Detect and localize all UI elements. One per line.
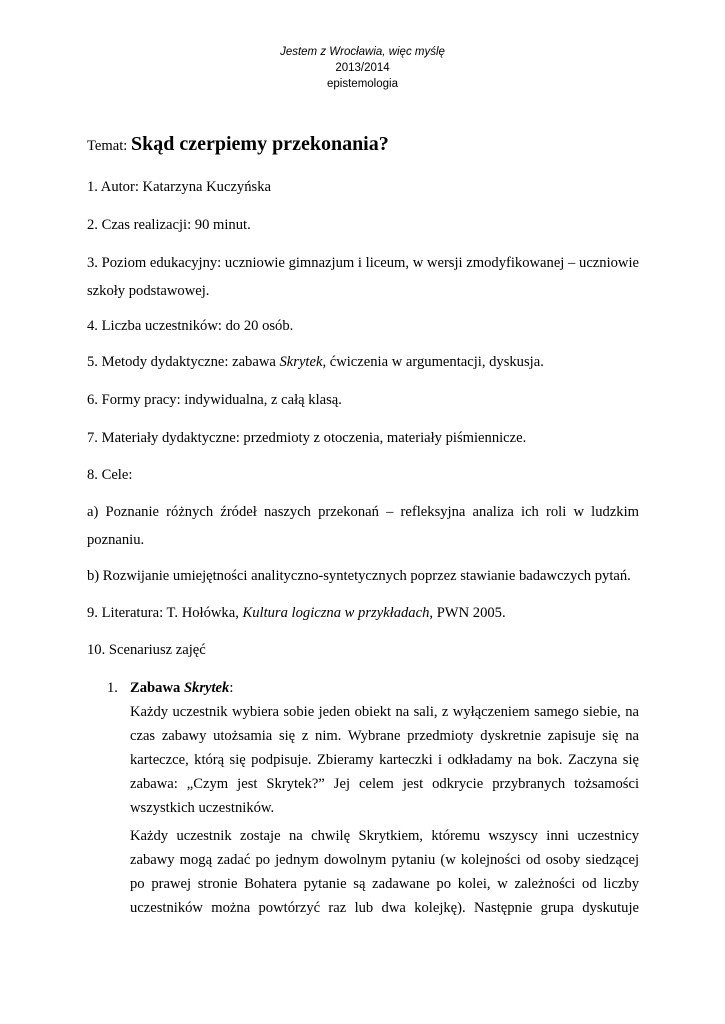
item-time: 2. Czas realizacji: 90 minut.: [87, 217, 251, 233]
exercise-paragraph-1: [130, 700, 639, 820]
topic-label: Temat:: [87, 138, 128, 154]
exercise-number: 1.: [107, 680, 118, 696]
item-materials: 7. Materiały dydaktyczne: przedmioty z otoczenia, materiały piśmiennicze.: [87, 430, 527, 446]
goal-a-line2: poznaniu.: [87, 532, 145, 548]
header-year: 2013/2014: [335, 62, 390, 74]
exercise-title-bold: Zabawa: [130, 680, 184, 696]
item-author: 1. Autor: Katarzyna Kuczyńska: [87, 179, 271, 195]
item-methods: [87, 353, 639, 372]
paragraph-line: zabawy mogą zadać po jednym dowolnym pytaniu (w kolejności od osoby siedzącej: [130, 852, 639, 868]
methods-game-name: Skrytek: [279, 354, 323, 370]
exercise-title-game: Skrytek: [183, 680, 230, 696]
header-project: Jestem z Wrocławia, więc myślę: [280, 46, 445, 58]
literature-title: Kultura logiczna w przykładach: [242, 605, 430, 621]
page-header: [0, 44, 725, 92]
goal-b: b) Rozwijanie umiejętności analityczno-syntetycznych poprzez stawianie badawczych pytań.: [87, 568, 631, 584]
header-subject: epistemologia: [327, 78, 398, 90]
paragraph-line: uczestników można powtórzyć raz lub dwa kolejkę). Następnie grupa dyskutuje: [130, 900, 639, 916]
item-literature: [87, 604, 639, 623]
literature-prefix: 9. Literatura: T. Hołówka,: [87, 605, 243, 621]
exercise-title: [130, 679, 233, 698]
paragraph-line: Każdy uczestnik zostaje na chwilę Skrytkiem, któremu wszyscy inni uczestnicy: [130, 828, 639, 844]
exercise-paragraph-2: [130, 824, 639, 920]
paragraph-line: Każdy uczestnik wybiera sobie jeden obiekt na sali, z wyłączeniem samego siebie, na: [130, 704, 639, 720]
item-level-line2: szkoły podstawowej.: [87, 283, 210, 299]
paragraph-line: wszystkich uczestników.: [130, 800, 275, 816]
paragraph-line: czas zabawy utożsamia się z nim. Wybrane przedmioty dyskretnie zapisuje się na: [130, 728, 639, 744]
methods-prefix: 5. Metody dydaktyczne: zabawa: [87, 354, 280, 370]
paragraph-line: zabawa: „Czym jest Skrytek?” Jej celem jest odkrycie przybranych tożsamości: [130, 776, 639, 792]
paragraph-line: po prawej stronie Bohatera pytanie są zadawane po kolei, w zależności od liczby: [130, 876, 639, 892]
paragraph-line: karteczce, którą się podpisuje. Zbieramy karteczki i odkładamy na bok. Zaczyna się: [130, 752, 639, 768]
item-goals: 8. Cele:: [87, 467, 133, 483]
topic-title: [87, 131, 639, 159]
exercise-title-colon: :: [229, 680, 234, 696]
item-participants: 4. Liczba uczestników: do 20 osób.: [87, 318, 294, 334]
item-forms: 6. Formy pracy: indywidualna, z całą klasą.: [87, 392, 342, 408]
methods-suffix: , ćwiczenia w argumentacji, dyskusja.: [322, 354, 544, 370]
topic-text: Skąd czerpiemy przekonania?: [130, 133, 389, 155]
item-level-line1: 3. Poziom edukacyjny: uczniowie gimnazjum i liceum, w wersji zmodyfikowanej – uczniowie: [87, 255, 639, 271]
literature-suffix: , PWN 2005.: [429, 605, 506, 621]
item-scenario: 10. Scenariusz zajęć: [87, 642, 206, 658]
goal-a-line1: a) Poznanie różnych źródeł naszych przekonań – refleksyjna analiza ich roli w ludzkim: [87, 504, 639, 520]
